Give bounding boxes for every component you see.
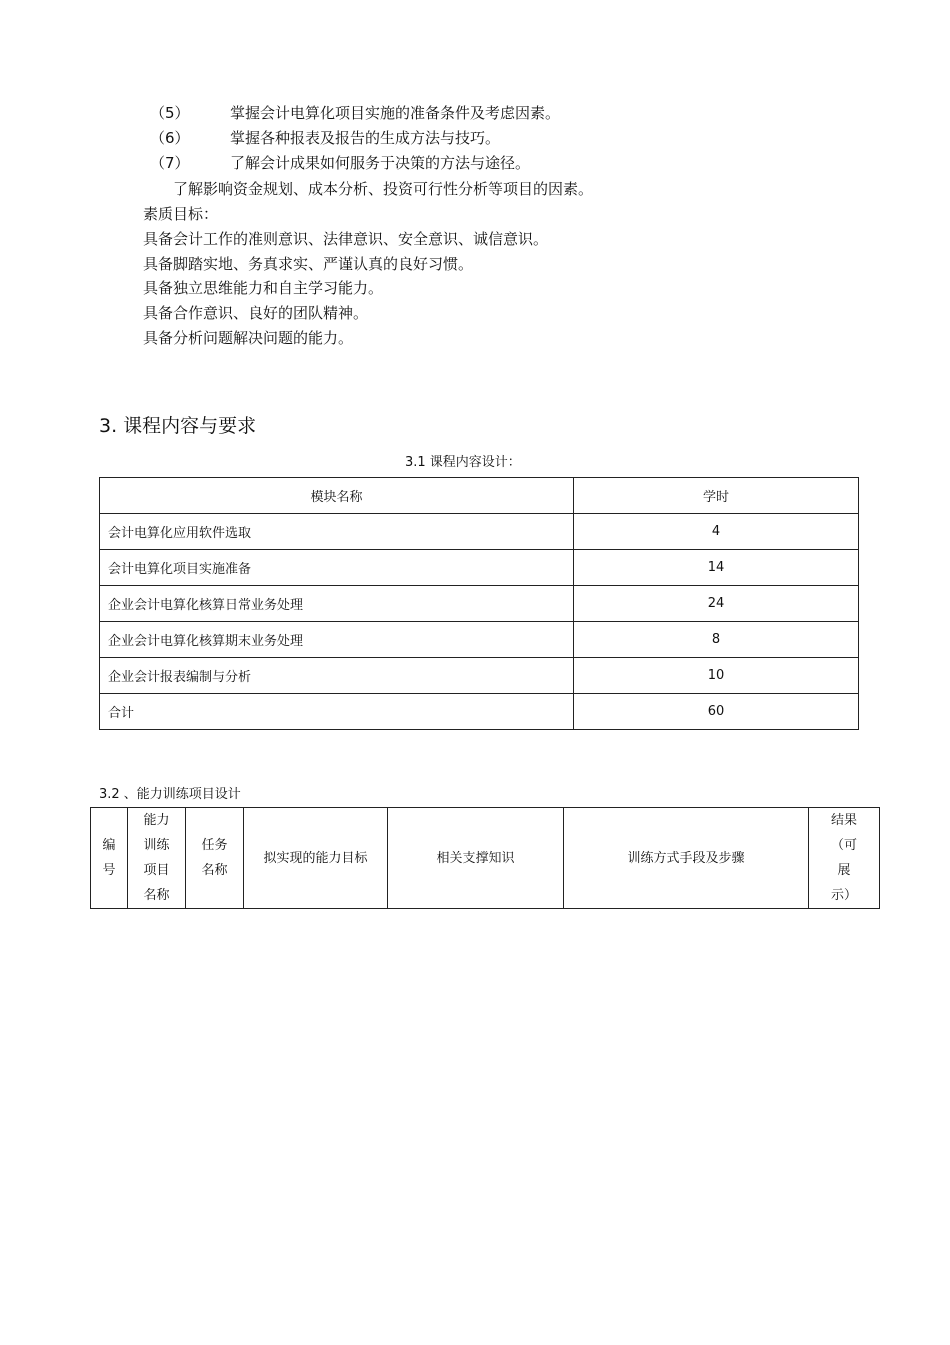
module-name-cell: 企业会计报表编制与分析 bbox=[100, 658, 574, 694]
table-header-row bbox=[100, 478, 859, 514]
hours-cell: 10 bbox=[574, 658, 859, 694]
header-module-name: 模块名称 bbox=[100, 478, 574, 514]
module-name-cell: 企业会计电算化核算日常业务处理 bbox=[100, 586, 574, 622]
hours-cell: 8 bbox=[574, 622, 859, 658]
table-row bbox=[100, 586, 859, 622]
quality-item: 具备合作意识、良好的团队精神。 bbox=[143, 304, 369, 322]
total-label-cell: 合计 bbox=[100, 694, 574, 730]
total-hours-cell: 60 bbox=[574, 694, 859, 730]
table-row bbox=[100, 514, 859, 550]
module-name-cell: 会计电算化项目实施准备 bbox=[100, 550, 574, 586]
goal-number: （7） bbox=[150, 154, 190, 172]
header-knowledge: 相关支撑知识 bbox=[388, 808, 564, 909]
quality-item: 具备会计工作的准则意识、法律意识、安全意识、诚信意识。 bbox=[143, 230, 549, 248]
table-row-total bbox=[100, 694, 859, 730]
hours-cell: 14 bbox=[574, 550, 859, 586]
quality-item: 具备脚踏实地、务真求实、严谨认真的良好习惯。 bbox=[143, 255, 474, 273]
table-row bbox=[100, 622, 859, 658]
table-header-row bbox=[91, 808, 880, 909]
goal-item bbox=[150, 129, 500, 147]
goal-number: （5） bbox=[150, 104, 190, 122]
goal-text: 了解会计成果如何服务于决策的方法与途径。 bbox=[230, 154, 531, 172]
header-hours: 学时 bbox=[574, 478, 859, 514]
table-row bbox=[100, 550, 859, 586]
table-row bbox=[100, 658, 859, 694]
header-number: 编号 bbox=[102, 838, 116, 878]
hours-cell: 4 bbox=[574, 514, 859, 550]
quality-heading: 素质目标： bbox=[143, 205, 219, 223]
goal-number: （6） bbox=[150, 129, 190, 147]
goal-extra: 了解影响资金规划、成本分析、投资可行性分析等项目的因素。 bbox=[173, 180, 594, 198]
goal-text: 掌握会计电算化项目实施的准备条件及考虑因素。 bbox=[230, 104, 561, 122]
header-ability-goal: 拟实现的能力目标 bbox=[263, 850, 368, 866]
course-content-table bbox=[99, 477, 859, 730]
quality-item: 具备分析问题解决问题的能力。 bbox=[143, 329, 354, 347]
goal-item bbox=[150, 154, 530, 172]
goal-text: 掌握各种报表及报告的生成方法与技巧。 bbox=[230, 129, 501, 147]
ability-training-table bbox=[90, 807, 880, 909]
quality-item: 具备独立思维能力和自主学习能力。 bbox=[143, 279, 384, 297]
module-name-cell: 企业会计电算化核算期末业务处理 bbox=[100, 622, 574, 658]
header-training-method: 训练方式手段及步骤 bbox=[564, 808, 809, 909]
header-project-name: 能力训练项目名称 bbox=[143, 813, 170, 903]
hours-cell: 24 bbox=[574, 586, 859, 622]
table1-caption: 3.1 课程内容设计： bbox=[405, 455, 521, 470]
table2-caption: 3.2 、能力训练项目设计 bbox=[99, 787, 241, 802]
module-name-cell: 会计电算化应用软件选取 bbox=[100, 514, 574, 550]
header-result: 结果（可展示） bbox=[830, 813, 857, 903]
section-title: 3. 课程内容与要求 bbox=[99, 415, 257, 437]
goal-item bbox=[150, 104, 560, 122]
header-task-name: 任务名称 bbox=[201, 838, 228, 878]
